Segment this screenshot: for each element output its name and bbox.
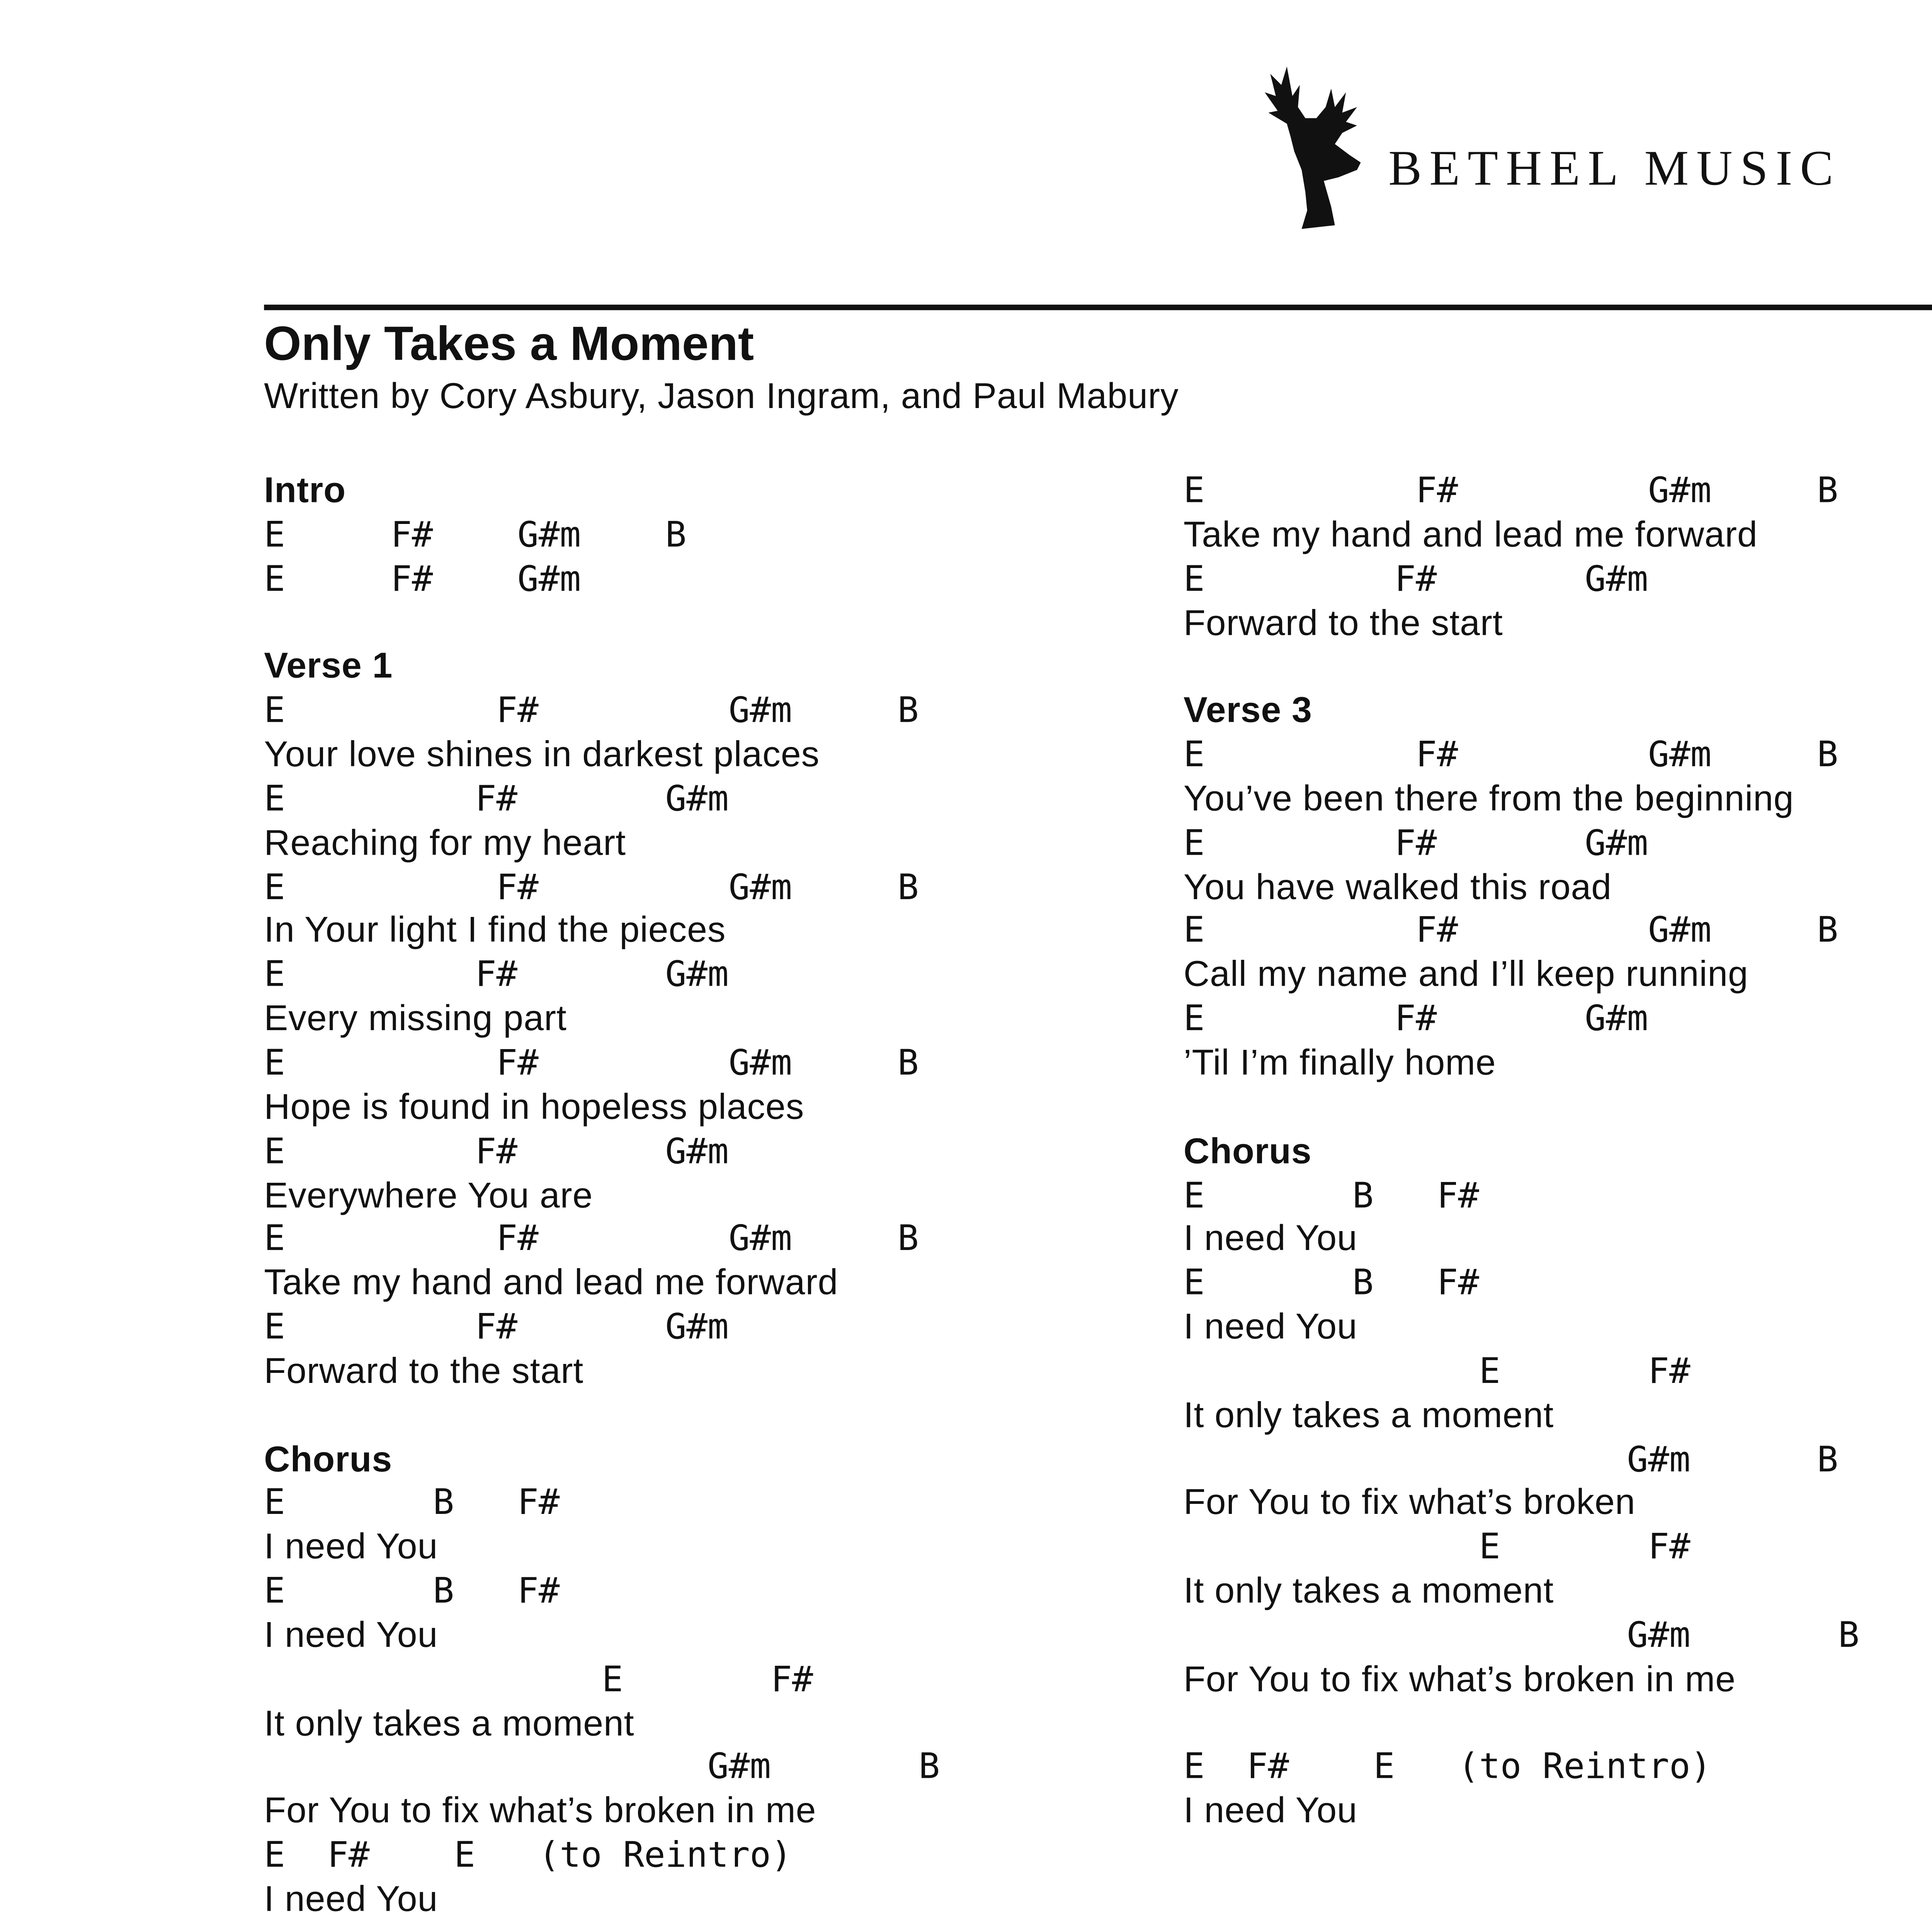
lyric-line: Hope is found in hopeless places — [264, 1087, 804, 1128]
lyric-line: It only takes a moment — [264, 1703, 634, 1744]
lyric-line: I need You — [1183, 1219, 1357, 1260]
lyric-line: I need You — [264, 1879, 438, 1920]
chord-line: E F# G#m — [264, 559, 581, 600]
section-heading: Intro — [264, 471, 346, 512]
chord-line: E F# G#m — [264, 1131, 729, 1172]
chord-line: E F# G#m B — [1183, 735, 1838, 776]
section-heading: Verse 1 — [264, 647, 393, 688]
lyric-line: It only takes a moment — [1183, 1571, 1554, 1612]
lyric-line: I need You — [1183, 1307, 1357, 1348]
blank-line — [1184, 1087, 1859, 1131]
chord-line: E F# G#m — [264, 779, 729, 820]
right-column — [1184, 471, 1859, 1835]
song-title: Only Takes a Moment — [264, 316, 754, 371]
chord-line: G#m B — [1183, 1615, 1859, 1656]
lyric-line: Reaching for my heart — [264, 823, 626, 864]
section-heading: Chorus — [1183, 1131, 1312, 1172]
chord-line: E B F# — [264, 1483, 560, 1524]
chord-line: E B F# — [1183, 1263, 1480, 1304]
lyric-line: Everywhere You are — [264, 1175, 593, 1216]
lyric-line: Forward to the start — [264, 1351, 584, 1392]
left-column — [264, 471, 940, 1932]
chord-line: E F# G#m — [264, 1307, 729, 1348]
chord-line: E F# G#m B — [264, 867, 919, 908]
lyric-line: You have walked this road — [1183, 867, 1612, 908]
header-divider — [264, 304, 1932, 310]
blank-line — [264, 1395, 940, 1439]
chord-line: E F# G#m B — [264, 1043, 919, 1084]
lyric-line: In Your light I find the pieces — [264, 911, 726, 952]
lyric-line: For You to fix what’s broken in me — [264, 1791, 816, 1832]
chord-line: E B F# — [264, 1571, 560, 1612]
chord-line: E F# G#m B — [264, 1219, 919, 1260]
chord-line: E F# — [264, 1659, 813, 1700]
chord-line: G#m B — [1183, 1439, 1838, 1480]
blank-line — [1184, 647, 1859, 691]
chord-line: E F# — [1183, 1527, 1690, 1568]
lyric-line: You’ve been there from the beginning — [1183, 779, 1794, 820]
blank-line — [1184, 1703, 1859, 1747]
chord-line: E F# G#m — [1183, 823, 1648, 864]
chord-line: E F# G#m — [1183, 999, 1648, 1040]
chord-line: E F# G#m B — [1183, 911, 1838, 952]
deer-head-icon — [1261, 63, 1368, 233]
chord-line: E F# G#m B — [264, 515, 687, 556]
lyric-line: Your love shines in darkest places — [264, 735, 820, 776]
chord-line: E F# G#m — [264, 955, 729, 996]
chord-line: E F# G#m B — [1183, 471, 1838, 512]
chord-line: E F# G#m — [1183, 559, 1648, 600]
lyric-line: Every missing part — [264, 999, 567, 1040]
chord-line: E F# G#m B — [264, 691, 919, 732]
chord-line: G#m B — [264, 1747, 940, 1788]
lyric-line: It only takes a moment — [1183, 1395, 1554, 1436]
lyric-line: I need You — [1183, 1791, 1357, 1832]
blank-line — [264, 603, 940, 647]
lyric-line: For You to fix what’s broken — [1183, 1483, 1636, 1524]
brand-name: BETHEL MUSIC — [1388, 140, 1841, 196]
chord-line: E B F# — [1183, 1175, 1480, 1216]
lyric-line: Forward to the start — [1183, 603, 1503, 644]
chord-line: E F# — [1183, 1351, 1690, 1392]
chord-line: E F# E (to Reintro) — [264, 1835, 792, 1876]
section-heading: Chorus — [264, 1439, 393, 1480]
lyric-line: I need You — [264, 1527, 438, 1568]
blank-line — [264, 1923, 940, 1932]
chord-line: E F# E (to Reintro) — [1183, 1747, 1712, 1788]
lyric-line: Call my name and I’ll keep running — [1183, 955, 1748, 996]
lyric-line: ’Til I’m finally home — [1183, 1043, 1496, 1084]
lyric-line: Take my hand and lead me forward — [1183, 515, 1758, 556]
song-writers: Written by Cory Asbury, Jason Ingram, and Paul Mabury — [264, 376, 1179, 417]
lyric-line: For You to fix what’s broken in me — [1183, 1659, 1736, 1700]
lyric-line: Take my hand and lead me forward — [264, 1263, 838, 1304]
section-heading: Verse 3 — [1183, 691, 1312, 732]
lyric-line: I need You — [264, 1615, 438, 1656]
